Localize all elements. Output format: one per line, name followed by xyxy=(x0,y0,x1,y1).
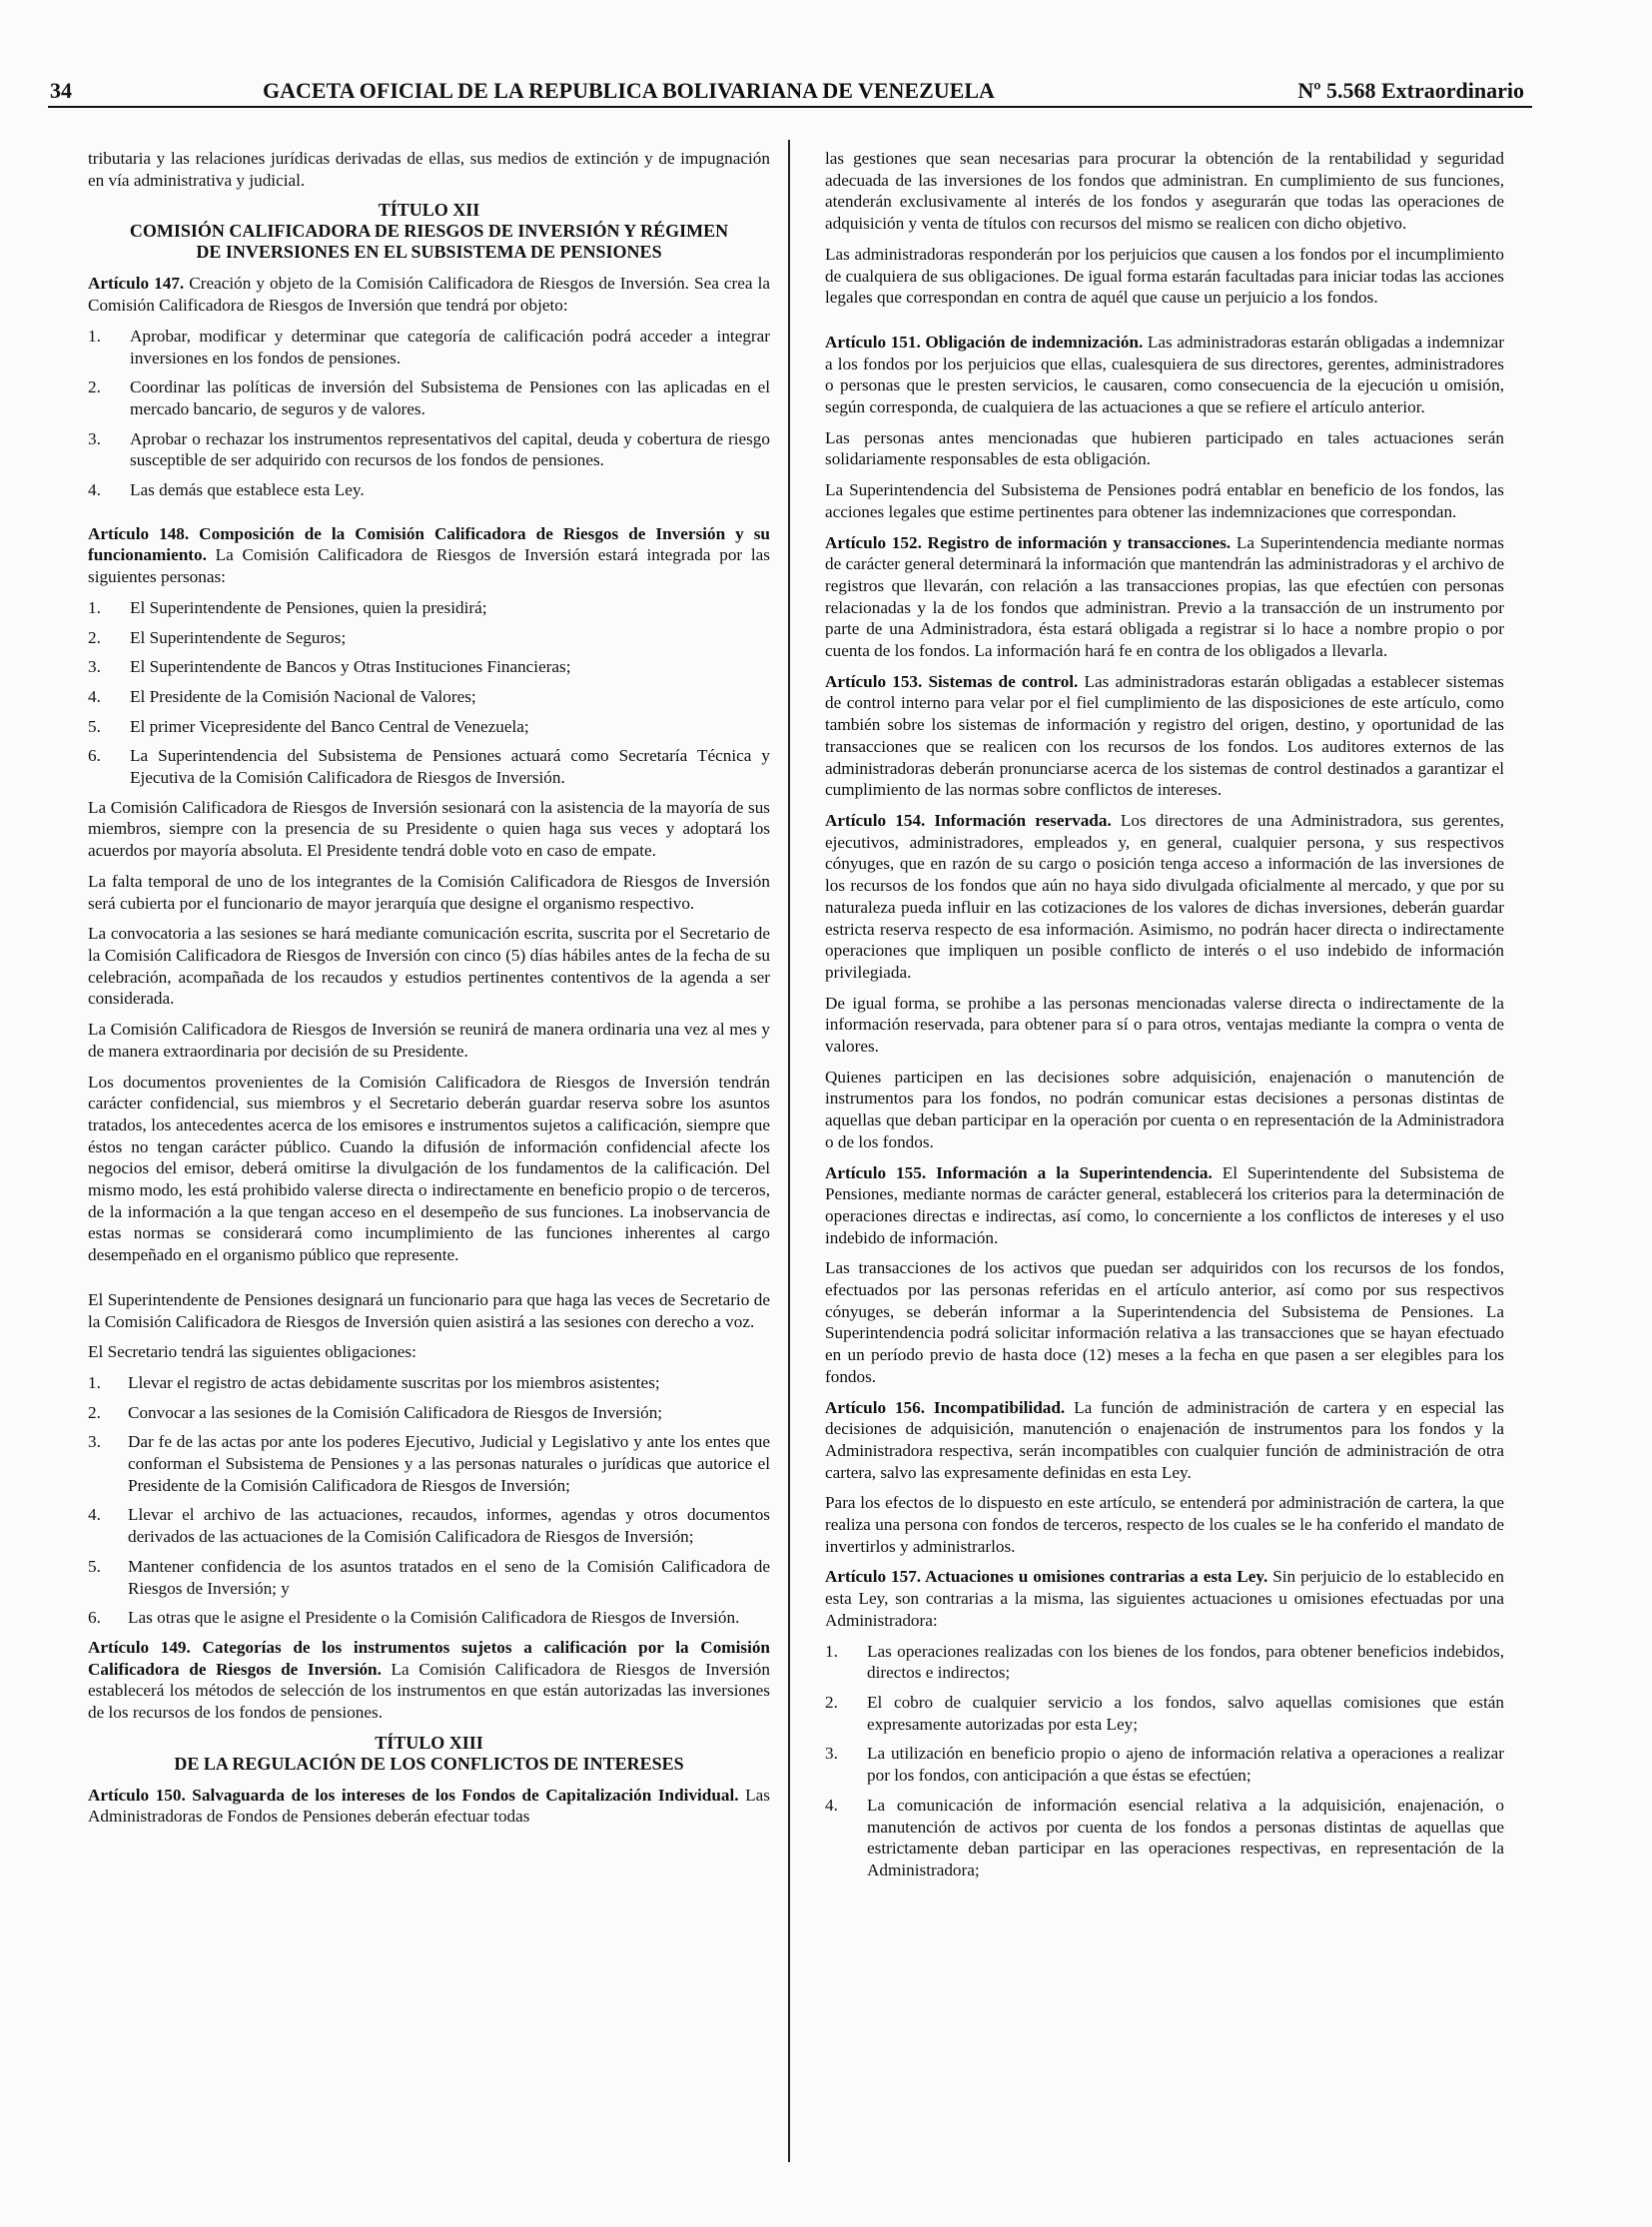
list-item xyxy=(88,745,770,788)
list-item xyxy=(825,1692,1504,1735)
list-item-number: 1. xyxy=(88,326,101,346)
list-item xyxy=(88,1431,770,1496)
list-item xyxy=(88,428,770,471)
article-149: Artículo 149. Categorías de los instrumentos sujetos a calificación por la Comisión Calificadora de Riesgos de Inversión. La Comisión Calificadora de Riesgos de Inversión establecerá los métodos de selección de los instrumentos en que están autorizadas las inversiones de los recursos de los fondos de pensiones. xyxy=(88,1637,770,1723)
list-item-text: Aprobar, modificar y determinar que categoría de calificación podrá acceder a integrar inversiones en los fondos de pensiones. xyxy=(130,326,770,368)
list-item-number: 4. xyxy=(88,1505,101,1525)
list-item-number: 4. xyxy=(88,480,101,500)
list-item-text: El Superintendente de Bancos y Otras Instituciones Financieras; xyxy=(130,657,571,677)
article-150: Artículo 150. Salvaguarda de los intereses de los Fondos de Capitalización Individual. Las Administradoras de Fondos de Pensiones deberán efectuar todas xyxy=(88,1785,770,1827)
list-item-number: 3. xyxy=(825,1744,838,1764)
list-item xyxy=(825,1641,1504,1684)
list-item-text: La Superintendencia del Subsistema de Pensiones actuará como Secretaría Técnica y Ejecutiva de la Comisión Calificadora de Riesgos de Inversión. xyxy=(130,746,770,788)
list-item-text: Aprobar o rechazar los instrumentos representativos del capital, deuda y cobertura de riesgo susceptible de ser adquirido con recursos de los fondos de pensiones. xyxy=(130,428,770,470)
list-item-text: El Superintendente de Seguros; xyxy=(130,627,347,647)
paragraph: De igual forma, se prohibe a las personas mencionadas valerse directa o indirectamente de la información reservada, para obtener para sí o para otros, ventajas mediante la compra o venta de valores. xyxy=(825,993,1504,1057)
paragraph: La Superintendencia del Subsistema de Pensiones podrá entablar en beneficio de los fondos, las acciones legales que estime pertinentes para obtener las indemnizaciones que correspondan. xyxy=(825,480,1504,521)
list-item-number: 2. xyxy=(88,377,101,397)
paragraph: Los documentos provenientes de la Comisión Calificadora de Riesgos de Inversión tendrán carácter confidencial, sus miembros y el Secretario deberán guardar reserva sobre los asuntos tratados, los antecedentes acerca de los emisores e instrumentos sujetos a calificación, siempre que éstos no tengan carácter público. Cuando la difusión de información confidencial afecte los negocios del emisor, deberá omitirse la divulgación de los fundamentos de la calificación. Del mismo modo, les está prohibido valerse directa o indirectamente en beneficio propio o de terceros, de la información a la que tengan acceso en el desempeño de sus funciones. La inobservancia de estas normas se considerará como incumplimiento de las funciones inherentes al cargo desempeñado en el organismo público que represente. xyxy=(88,1072,770,1265)
titulo-xii: TÍTULO XII COMISIÓN CALIFICADORA DE RIESGOS DE INVERSIÓN Y RÉGIMEN DE INVERSIONES EN EL SUBSISTEMA DE PENSIONES xyxy=(129,200,729,263)
article-156: Artículo 156. Incompatibilidad. La función de administración de cartera y en especial las decisiones de adquisición, manutención o enajenación de instrumentos para los fondos y la Administradora respectiva, serán incompatibles con cualquier función de administración de otra cartera, salvo las expresamente definidas en esta Ley. xyxy=(825,1397,1504,1482)
list-item xyxy=(88,716,770,738)
list-item-text: Mantener confidencia de los asuntos tratados en el seno de la Comisión Calificadora de Riesgos de Inversión; y xyxy=(128,1556,770,1598)
list-item xyxy=(88,627,770,649)
paragraph: Quienes participen en las decisiones sobre adquisición, enajenación o manutención de instrumentos para los fondos, no podrán comunicar estas decisiones a personas distintas de aquellas que deban participar en la operación por cuenta o en representación de la Administradora o de los fondos. xyxy=(825,1067,1504,1151)
list-item-text: La comunicación de información esencial relativa a la adquisición, enajenación, o manutención de activos por cuenta de los fondos a personas distintas de aquellas que estrictamente deban participar en las operaciones respectivas, en representación de la Administradora; xyxy=(867,1795,1504,1879)
list-item-number: 2. xyxy=(88,627,101,647)
article-157-list xyxy=(825,1641,1504,1881)
paragraph: Las administradoras responderán por los perjuicios que causen a los fondos por el incumplimiento de cualquiera de sus obligaciones. De igual forma estarán facultadas para iniciar todas las acciones legales que correspondan en contra de aquél que cause un perjuicio a los fondos. xyxy=(825,244,1504,308)
list-item-number: 1. xyxy=(825,1641,838,1661)
list-item-number: 6. xyxy=(88,746,101,766)
paragraph: Las personas antes mencionadas que hubieren participado en tales actuaciones serán solidariamente responsables de esta obligación. xyxy=(825,427,1504,469)
column-divider xyxy=(788,140,790,2162)
list-item-number: 4. xyxy=(88,686,101,706)
article-153: Artículo 153. Sistemas de control. Las administradoras estarán obligadas a establecer sistemas de control interno para velar por el fiel cumplimiento de las disposiciones de este artículo, como también sobre los sistemas de información y registro del origen, destino, y oportunidad de las transacciones que se realicen con los recursos de los fondos. Los auditores externos de las administradoras deberán pronunciarse acerca de los sistemas de control destinados a garantizar el cumplimiento de las normas sobre conflictos de intereses. xyxy=(825,671,1504,800)
list-item-number: 5. xyxy=(88,1556,101,1576)
list-item-number: 1. xyxy=(88,1372,101,1392)
article-152: Artículo 152. Registro de información y transacciones. La Superintendencia mediante normas de carácter general determinará la información que mantendrán las administradoras y el archivo de registros que llevarán, con relación a las transacciones propias, las que efectúen con personas relacionadas y la de los fondos que administran. Previo a la transacción de un instrumento por parte de una Administradora, ésta estará obligada a registrar si lo hace a nombre propio o por cuenta de los fondos. La información hará fe en contra de los obligados a llevarla. xyxy=(825,532,1504,661)
list-item xyxy=(88,376,770,419)
list-item xyxy=(825,1795,1504,1881)
paragraph: La Comisión Calificadora de Riesgos de Inversión se reunirá de manera ordinaria una vez al mes y de manera extraordinaria por decisión de su Presidente. xyxy=(88,1020,770,1061)
list-item-number: 3. xyxy=(88,428,101,448)
list-item-number: 5. xyxy=(88,716,101,736)
list-item-text: Llevar el archivo de las actuaciones, recaudos, informes, agendas y otros documentos derivados de las actuaciones de la Comisión Calificadora de Riesgos de Inversión; xyxy=(128,1505,770,1547)
list-item xyxy=(88,1372,770,1394)
paragraph: La convocatoria a las sesiones se hará mediante comunicación escrita, suscrita por el Secretario de la Comisión Calificadora de Riesgos de Inversión con cinco (5) días hábiles antes de la fecha de su celebración, acompañada de los recaudos y estudios pertinentes contentivos de la agenda a ser considerada. xyxy=(88,924,770,1009)
list-item-number: 6. xyxy=(88,1608,101,1628)
article-148-list xyxy=(88,597,770,789)
article-148: Artículo 148. Composición de la Comisión Calificadora de Riesgos de Inversión y su funcionamiento. La Comisión Calificadora de Riesgos de Inversión estará integrada por las siguientes personas: xyxy=(88,523,770,587)
paragraph: La falta temporal de uno de los integrantes de la Comisión Calificadora de Riesgos de Inversión será cubierta por el funcionario de mayor jerarquía que designe el organismo respectivo. xyxy=(88,871,770,913)
paragraph: El Superintendente de Pensiones designará un funcionario para que haga las veces de Secretario de la Comisión Calificadora de Riesgos de Inversión quien asistirá a las sesiones con derecho a voz. xyxy=(88,1289,770,1331)
article-154: Artículo 154. Información reservada. Los directores de una Administradora, sus gerentes, ejecutivos, administradores, empleados y, en general, cualquier persona, y sus respectivos cónyuges, que en razón de su cargo o posición tenga acceso a información de las inversiones de los recursos de los fondos que aún no haya sido divulgada oficialmente al mercado, y que por su naturaleza pueda influir en las cotizaciones de los valores de dichas inversiones, deberán guardar estricta reserva respecto de esa información. Asimismo, no podrán hacer directa o indirectamente operaciones que impliquen un posible conflicto de interés o el uso indebido de información privilegiada. xyxy=(825,810,1504,982)
list-item-text: Coordinar las políticas de inversión del Subsistema de Pensiones con las aplicadas en el mercado bancario, de seguros y de valores. xyxy=(130,377,770,418)
intro-paragraph: tributaria y las relaciones jurídicas derivadas de ellas, sus medios de extinción y de impugnación en vía administrativa y judicial. xyxy=(88,149,770,190)
gazette-title: GACETA OFICIAL DE LA REPUBLICA BOLIVARIANA DE VENEZUELA xyxy=(263,78,995,103)
article-151: Artículo 151. Obligación de indemnización. Las administradoras estarán obligadas a indemnizar a los fondos por los perjuicios que ellas, cualesquiera de sus directores, gerentes, administradores o personas que le presten servicios, le causaren, como consecuencia de la ejecución u omisión, según corresponda, de cualquiera de las actuaciones a que se refiere el artículo anterior. xyxy=(825,332,1504,417)
page-number: 34 xyxy=(50,78,72,103)
list-item xyxy=(88,1556,770,1599)
list-item-text: El cobro de cualquier servicio a los fondos, salvo aquellas comisiones que están expresamente autorizadas por esta Ley; xyxy=(867,1693,1504,1734)
right-column xyxy=(825,148,1504,1889)
paragraph: Las transacciones de los activos que puedan ser adquiridos con los recursos de los fondos, efectuados por las personas referidas en el artículo anterior, así como por sus respectivos cónyuges, se deberán informar a la Superintendencia del Subsistema de Pensiones. La Superintendencia podrá solicitar información relativa a las transacciones que se hayan efectuado en un período previo de hasta doce (12) meses a la fecha en que pasen a ser elegibles para los fondos. xyxy=(825,1258,1504,1386)
list-item xyxy=(88,1504,770,1547)
list-item xyxy=(88,656,770,678)
list-item xyxy=(88,479,770,501)
list-item-text: Las demás que establece esta Ley. xyxy=(130,480,365,500)
article-157: Artículo 157. Actuaciones u omisiones contrarias a esta Ley. Sin perjuicio de lo establecido en esta Ley, son contrarias a la misma, las siguientes actuaciones u omisiones efectuadas por una Administradora: xyxy=(825,1567,1505,1630)
list-item-number: 2. xyxy=(88,1402,101,1422)
list-item xyxy=(88,1607,770,1629)
paragraph: Para los efectos de lo dispuesto en este artículo, se entenderá por administración de cartera, la que realiza una persona con fondos de terceros, respecto de los cuales se le ha conferido el mandato de invertirlos y administrarlos. xyxy=(825,1493,1504,1556)
list-item xyxy=(88,326,770,369)
list-item-text: El primer Vicepresidente del Banco Central de Venezuela; xyxy=(130,716,529,736)
secretary-obligations-list xyxy=(88,1372,770,1629)
titulo-xiii: TÍTULO XIII DE LA REGULACIÓN DE LOS CONFLICTOS DE INTERESES xyxy=(174,1732,684,1774)
list-item-text: Llevar el registro de actas debidamente suscritas por los miembros asistentes; xyxy=(128,1372,660,1392)
list-item-text: Convocar a las sesiones de la Comisión Calificadora de Riesgos de Inversión; xyxy=(128,1402,663,1422)
list-item-text: El Superintendente de Pensiones, quien la presidirá; xyxy=(130,597,487,617)
list-item-text: El Presidente de la Comisión Nacional de Valores; xyxy=(130,686,476,706)
list-item xyxy=(825,1743,1504,1786)
list-item-number: 3. xyxy=(88,657,101,677)
article-155: Artículo 155. Información a la Superintendencia. El Superintendente del Subsistema de Pensiones, mediante normas de carácter general, establecerá los criterios para la determinación de operaciones directas e indirectas, así como, lo concerniente a los conflictos de intereses y el uso indebido de información. xyxy=(825,1162,1504,1247)
list-item xyxy=(88,597,770,619)
list-item-text: La utilización en beneficio propio o ajeno de información relativa a operaciones a realizar por los fondos, con anticipación a que éstas se efectúen; xyxy=(867,1744,1504,1786)
list-item-number: 4. xyxy=(825,1795,838,1815)
list-item-number: 2. xyxy=(825,1693,838,1712)
paragraph: las gestiones que sean necesarias para procurar la obtención de la rentabilidad y seguridad adecuada de las inversiones de los fondos que administran. En cumplimiento de sus funciones, atenderán exclusivamente al interés de los fondos y asegurarán que todas las operaciones de adquisición y venta de títulos con recursos del mismo se realicen con dicho objetivo. xyxy=(825,149,1504,234)
list-item-text: Las otras que le asigne el Presidente o la Comisión Calificadora de Riesgos de Inversión. xyxy=(128,1608,740,1628)
paragraph: El Secretario tendrá las siguientes obligaciones: xyxy=(88,1342,416,1362)
paragraph: La Comisión Calificadora de Riesgos de Inversión sesionará con la asistencia de la mayoría de sus miembros, siempre con la presencia de su Presidente o quien haga sus veces y adoptará los acuerdos por mayoría absoluta. El Presidente tendrá doble voto en caso de empate. xyxy=(88,797,770,861)
page-header xyxy=(48,76,1532,108)
list-item xyxy=(88,1402,770,1424)
list-item-text: Dar fe de las actas por ante los poderes Ejecutivo, Judicial y Legislativo y ante los entes que conforman el Subsistema de Pensiones y a las personas naturales o jurídicas que autorice el Presidente de la Comisión Calificadora de Riesgos de Inversión; xyxy=(128,1432,770,1495)
issue-number: Nº 5.568 Extraordinario xyxy=(1297,78,1524,103)
article-147-list xyxy=(88,326,770,501)
list-item xyxy=(88,686,770,708)
left-column xyxy=(88,148,770,1837)
list-item-number: 3. xyxy=(88,1432,101,1452)
article-147: Artículo 147. Creación y objeto de la Comisión Calificadora de Riesgos de Inversión. Sea crea la Comisión Calificadora de Riesgos de Inversión que tendrá por objeto: xyxy=(88,274,770,316)
list-item-text: Las operaciones realizadas con los bienes de los fondos, para obtener beneficios indebidos, directos e indirectos; xyxy=(867,1641,1504,1683)
list-item-number: 1. xyxy=(88,597,101,617)
